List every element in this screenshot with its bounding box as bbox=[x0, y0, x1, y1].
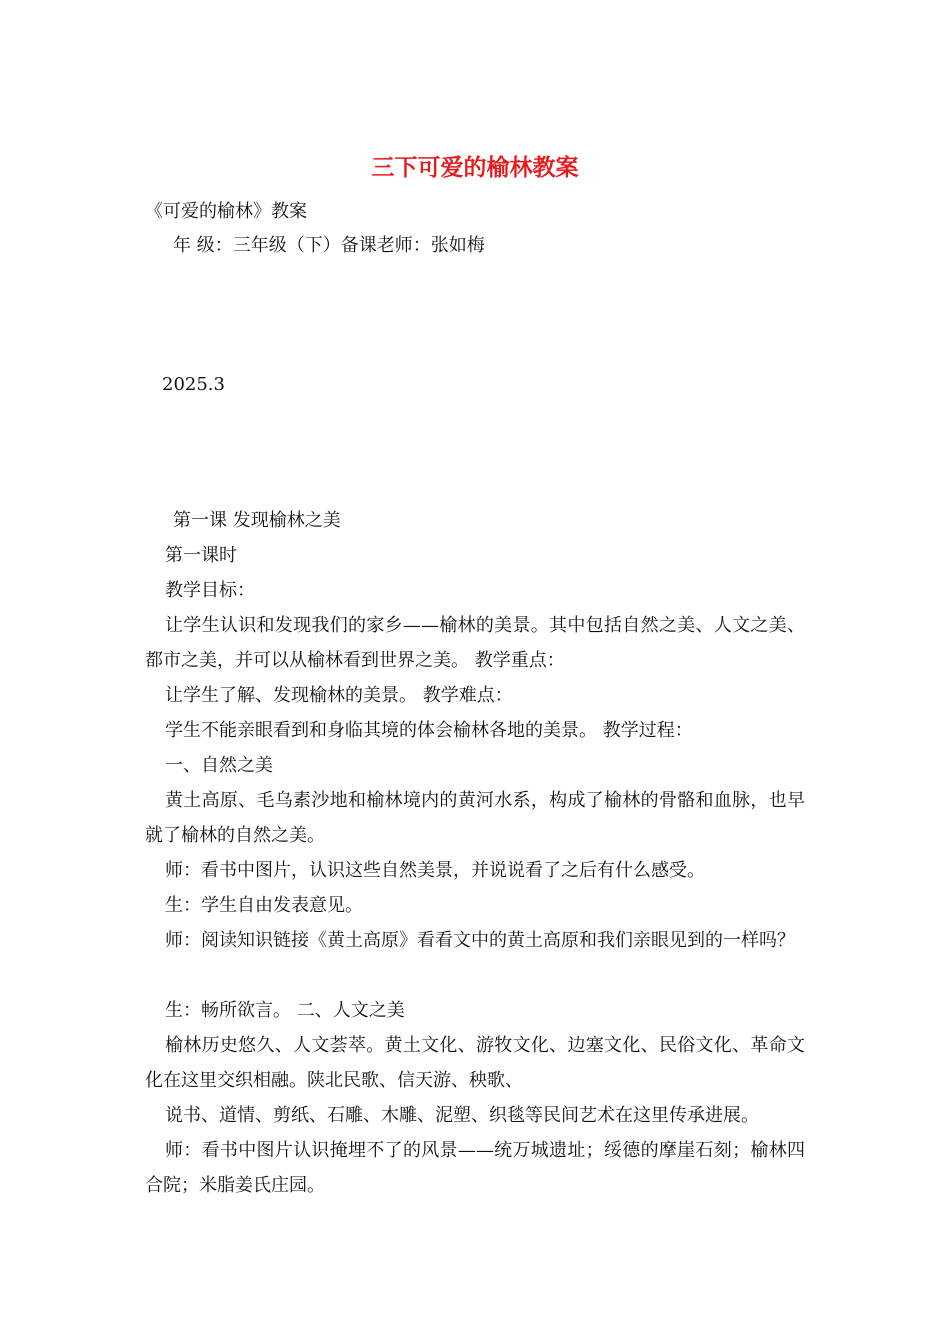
goal-label: 教学目标： bbox=[165, 580, 255, 601]
paragraph-nature: 黄土高原、毛乌素沙地和榆林境内的黄河水系，构成了榆林的骨骼和血脉，也早就了榆林的自然之美。 bbox=[145, 790, 805, 846]
paragraph-key-point: 让学生了解、发现榆林的美景。 教学难点： bbox=[165, 685, 513, 706]
paragraph-teacher-1: 师：看书中图片，认识这些自然美景，并说说看了之后有什么感受。 bbox=[165, 860, 705, 881]
lesson-heading: 第一课 发现榆林之美 bbox=[173, 510, 341, 531]
paragraph-teacher-2: 师：阅读知识链接《黄土高原》看看文中的黄土高原和我们亲眼见到的一样吗？ bbox=[165, 930, 795, 951]
section-nature-heading: 一、自然之美 bbox=[165, 755, 273, 776]
document-date: 2025.3 bbox=[162, 374, 225, 395]
paragraph-folk-arts: 说书、道情、剪纸、石雕、木雕、泥塑、织毯等民间艺术在这里传承进展。 bbox=[165, 1105, 759, 1126]
paragraph-culture: 榆林历史悠久、人文荟萃。黄土文化、游牧文化、边塞文化、民俗文化、革命文化在这里交织相融。陕北民歌、信天游、秧歌、 bbox=[145, 1035, 805, 1091]
document-title: 三下可爱的榆林教案 bbox=[371, 155, 579, 181]
paragraph-student-1: 生：学生自由发表意见。 bbox=[165, 895, 363, 916]
paragraph-teacher-3: 师：看书中图片认识掩埋不了的风景——统万城遗址；绥德的摩崖石刻；榆林四合院；米脂姜氏庄园。 bbox=[145, 1140, 805, 1196]
document-subtitle: 《可爱的榆林》教案 bbox=[145, 201, 307, 222]
lesson-period: 第一课时 bbox=[165, 545, 237, 566]
paragraph-goal: 让学生认识和发现我们的家乡——榆林的美景。其中包括自然之美、人文之美、都市之美，并可以从榆林看到世界之美。 教学重点： bbox=[145, 615, 805, 671]
paragraph-difficulty: 学生不能亲眼看到和身临其境的体会榆林各地的美景。 教学过程： bbox=[165, 720, 693, 741]
grade-teacher-line: 年 级：三年级（下）备课老师：张如梅 bbox=[173, 235, 485, 256]
paragraph-student-2: 生：畅所欲言。 二、人文之美 bbox=[165, 1000, 405, 1021]
